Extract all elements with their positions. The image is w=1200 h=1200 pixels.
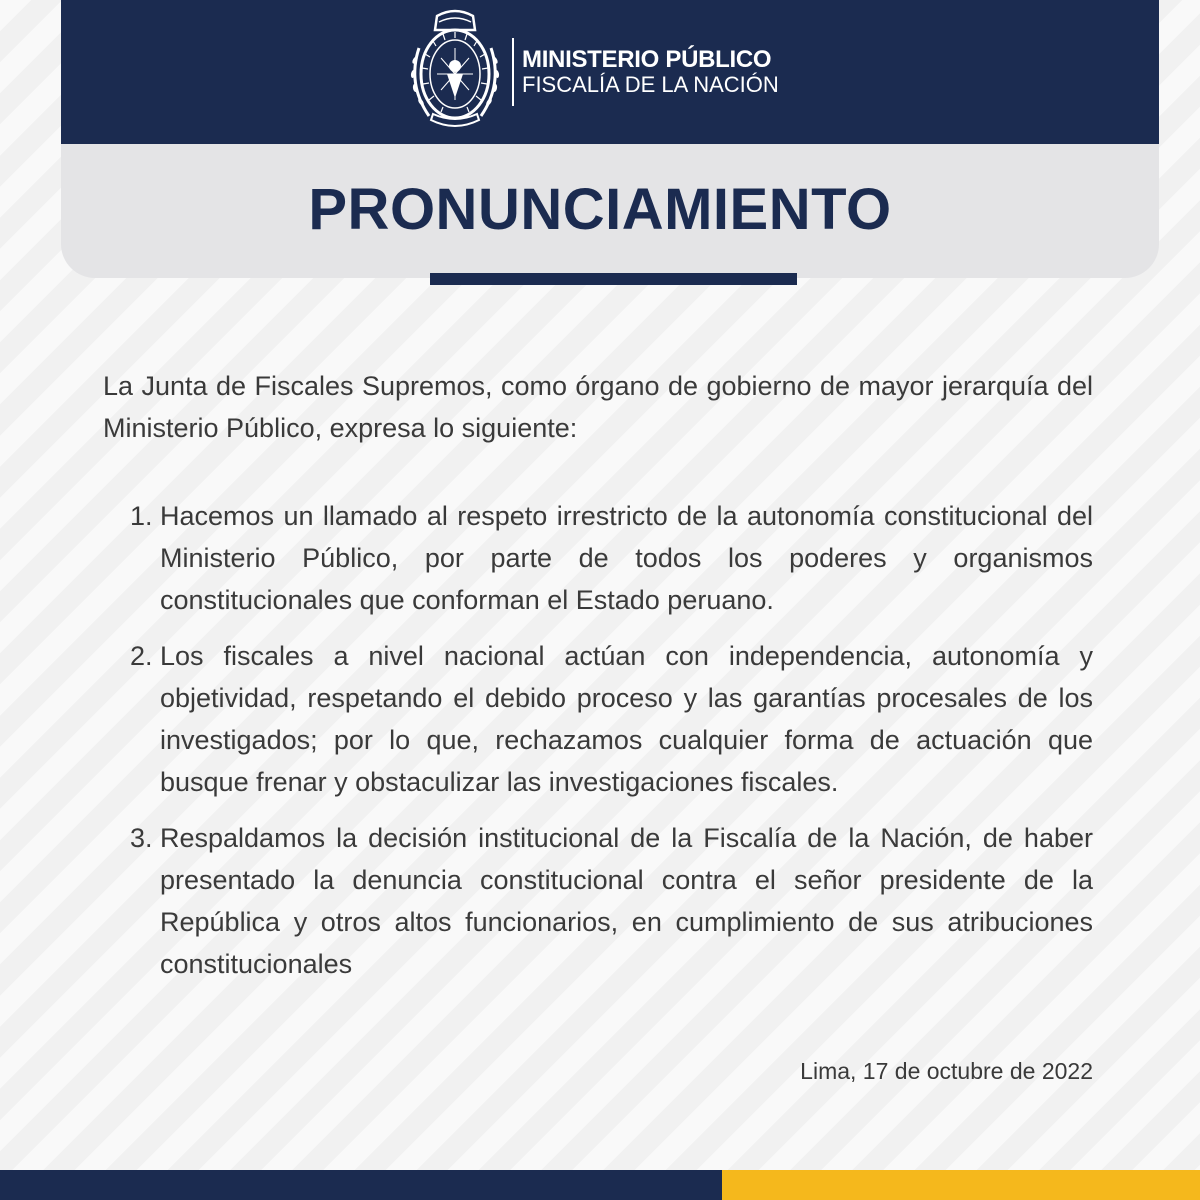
point-item xyxy=(103,817,1093,985)
brand-subtitle: FISCALÍA DE LA NACIÓN xyxy=(522,72,779,97)
point-item xyxy=(103,495,1093,621)
title-underline xyxy=(430,273,797,285)
point-item xyxy=(103,635,1093,803)
page-title: PRONUNCIAMIENTO xyxy=(308,177,892,242)
intro-paragraph: La Junta de Fiscales Supremos, como órgano de gobierno de mayor jerarquía del Ministerio Público, expresa lo siguiente: xyxy=(103,371,1093,443)
points-list xyxy=(103,495,1093,999)
point-text: Hacemos un llamado al respeto irrestricto de la autonomía constitucional del Ministerio Público, por parte de todos los poderes y organismos constitucionales que conforman el Estado peruano. xyxy=(160,501,1093,615)
signature-date: Lima, 17 de octubre de 2022 xyxy=(800,1058,1093,1084)
point-text: Respaldamos la decisión institucional de la Fiscalía de la Nación, de haber presentado la denuncia constitucional contra el señor presidente de la República y otros altos funcionarios, en cumplimiento de sus atribuciones constitucionales xyxy=(160,823,1093,979)
point-number: 1. xyxy=(130,501,153,531)
brand-name: MINISTERIO PÚBLICO xyxy=(522,46,772,73)
brand-divider xyxy=(512,38,514,106)
footer-bar-navy xyxy=(0,1170,722,1200)
footer-bar-gold xyxy=(722,1170,1200,1200)
point-number: 3. xyxy=(130,823,153,853)
point-number: 2. xyxy=(130,641,153,671)
point-text: Los fiscales a nivel nacional actúan con independencia, autonomía y objetividad, respetando el debido proceso y las garantías procesales de los investigados; por lo que, rechazamos cualquier forma de actuación que busque frenar y obstaculizar las investigaciones fiscales. xyxy=(160,641,1093,797)
ministerio-publico-seal-icon xyxy=(405,8,505,134)
